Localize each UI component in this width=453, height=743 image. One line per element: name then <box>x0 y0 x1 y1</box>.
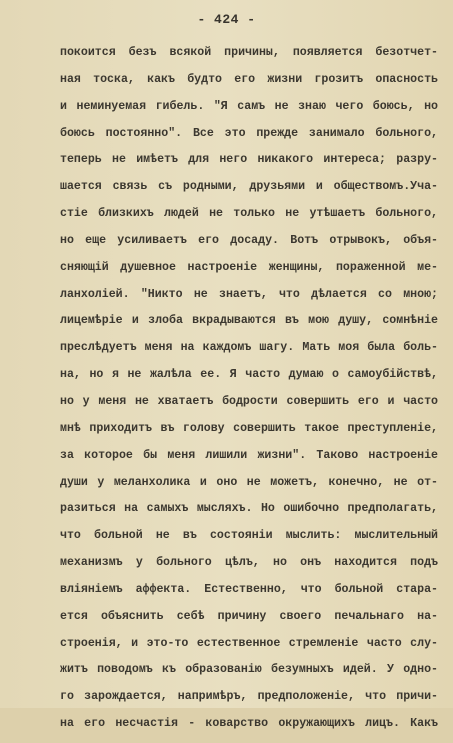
text-line-content: сняющій душевное настроеніе женщины, пораженной ме- <box>60 260 438 274</box>
text-line-content: вліяніемъ аффекта. Естественно, что больной стара- <box>60 582 438 596</box>
text-line <box>0 340 453 367</box>
text-line <box>0 126 453 153</box>
page-number: - 424 - <box>197 12 256 27</box>
text-line <box>0 475 453 502</box>
text-line <box>0 501 453 528</box>
text-line <box>0 313 453 340</box>
text-line-content: разиться на самыхъ мысляхъ. Но ошибочно предполагать, <box>60 502 438 516</box>
text-line-content: механизмъ у больного цѣлъ, но онъ находится подъ <box>60 556 438 570</box>
text-line-content: строенія, и это-то естественное стремленіе часто слу- <box>60 636 438 650</box>
text-line-content: но еще усиливаетъ его досаду. Вотъ отрывокъ, объя- <box>60 233 438 247</box>
text-line <box>0 99 453 126</box>
text-line <box>0 448 453 475</box>
text-line <box>0 72 453 99</box>
text-line <box>0 367 453 394</box>
text-line <box>0 662 453 689</box>
text-line-content: житъ поводомъ къ образованію безумныхъ идей. У одно- <box>60 663 438 677</box>
text-line-content: го зарождается, напримѣръ, предположеніе, что причи- <box>60 690 438 704</box>
text-line-content: и неминуемая гибель. "Я самъ не знаю чего боюсь, но <box>60 99 438 113</box>
text-line <box>0 45 453 72</box>
text-line-content: лицемѣріе и злоба вкрадываются въ мою душу, сомнѣніе <box>60 314 438 328</box>
text-line-content: души у меланхолика и оно не можетъ, конечно, не от- <box>60 475 438 489</box>
text-line <box>0 528 453 555</box>
text-line-content: шается связь съ родными, друзьями и обществомъ.Уча- <box>60 180 438 194</box>
text-line <box>0 689 453 716</box>
text-line-content: боюсь постоянно". Все это прежде занимало больного, <box>60 126 438 140</box>
text-line <box>0 421 453 448</box>
text-line-content: но у меня не хватаетъ бодрости совершить его и часто <box>60 394 438 408</box>
text-line-content: за которое бы меня лишили жизни". Таково настроеніе <box>60 448 438 462</box>
text-line-content: преслѣдуетъ меня на каждомъ шагу. Мать моя была боль- <box>60 341 438 355</box>
body-text <box>0 45 453 743</box>
text-line <box>0 394 453 421</box>
text-line <box>0 636 453 663</box>
text-line <box>0 233 453 260</box>
text-line <box>0 582 453 609</box>
text-line <box>0 206 453 233</box>
text-line <box>0 716 453 743</box>
text-line-content: ланхоліей. "Никто не знаетъ, что дѣлается со мною; <box>60 287 438 301</box>
text-line-content: мнѣ приходитъ въ голову совершить такое преступленіе, <box>60 421 438 435</box>
text-line-content: покоится безъ всякой причины, появляется безотчет- <box>60 46 438 59</box>
text-line-content: на, но я не жалѣла ее. Я часто думаю о самоубійствѣ, <box>60 368 438 382</box>
text-line <box>0 260 453 287</box>
text-line-content: что больной не въ состояніи мыслить: мыслительный <box>60 529 438 543</box>
text-line <box>0 152 453 179</box>
text-line-content: стіе близкихъ людей не только не утѣшаетъ больного, <box>60 207 438 221</box>
text-line <box>0 609 453 636</box>
text-line <box>0 555 453 582</box>
text-line-content: ная тоска, какъ будто его жизни грозитъ опасность <box>60 72 438 86</box>
text-line-content: теперь не имѣетъ для него никакого интереса; разру- <box>60 153 438 167</box>
text-line <box>0 287 453 314</box>
text-line <box>0 179 453 206</box>
text-line-content: ется объяснить себѣ причину своего печальнаго на- <box>60 609 438 623</box>
text-line-content: на его несчастія - коварство окружающихъ лицъ. Какъ <box>60 717 438 731</box>
